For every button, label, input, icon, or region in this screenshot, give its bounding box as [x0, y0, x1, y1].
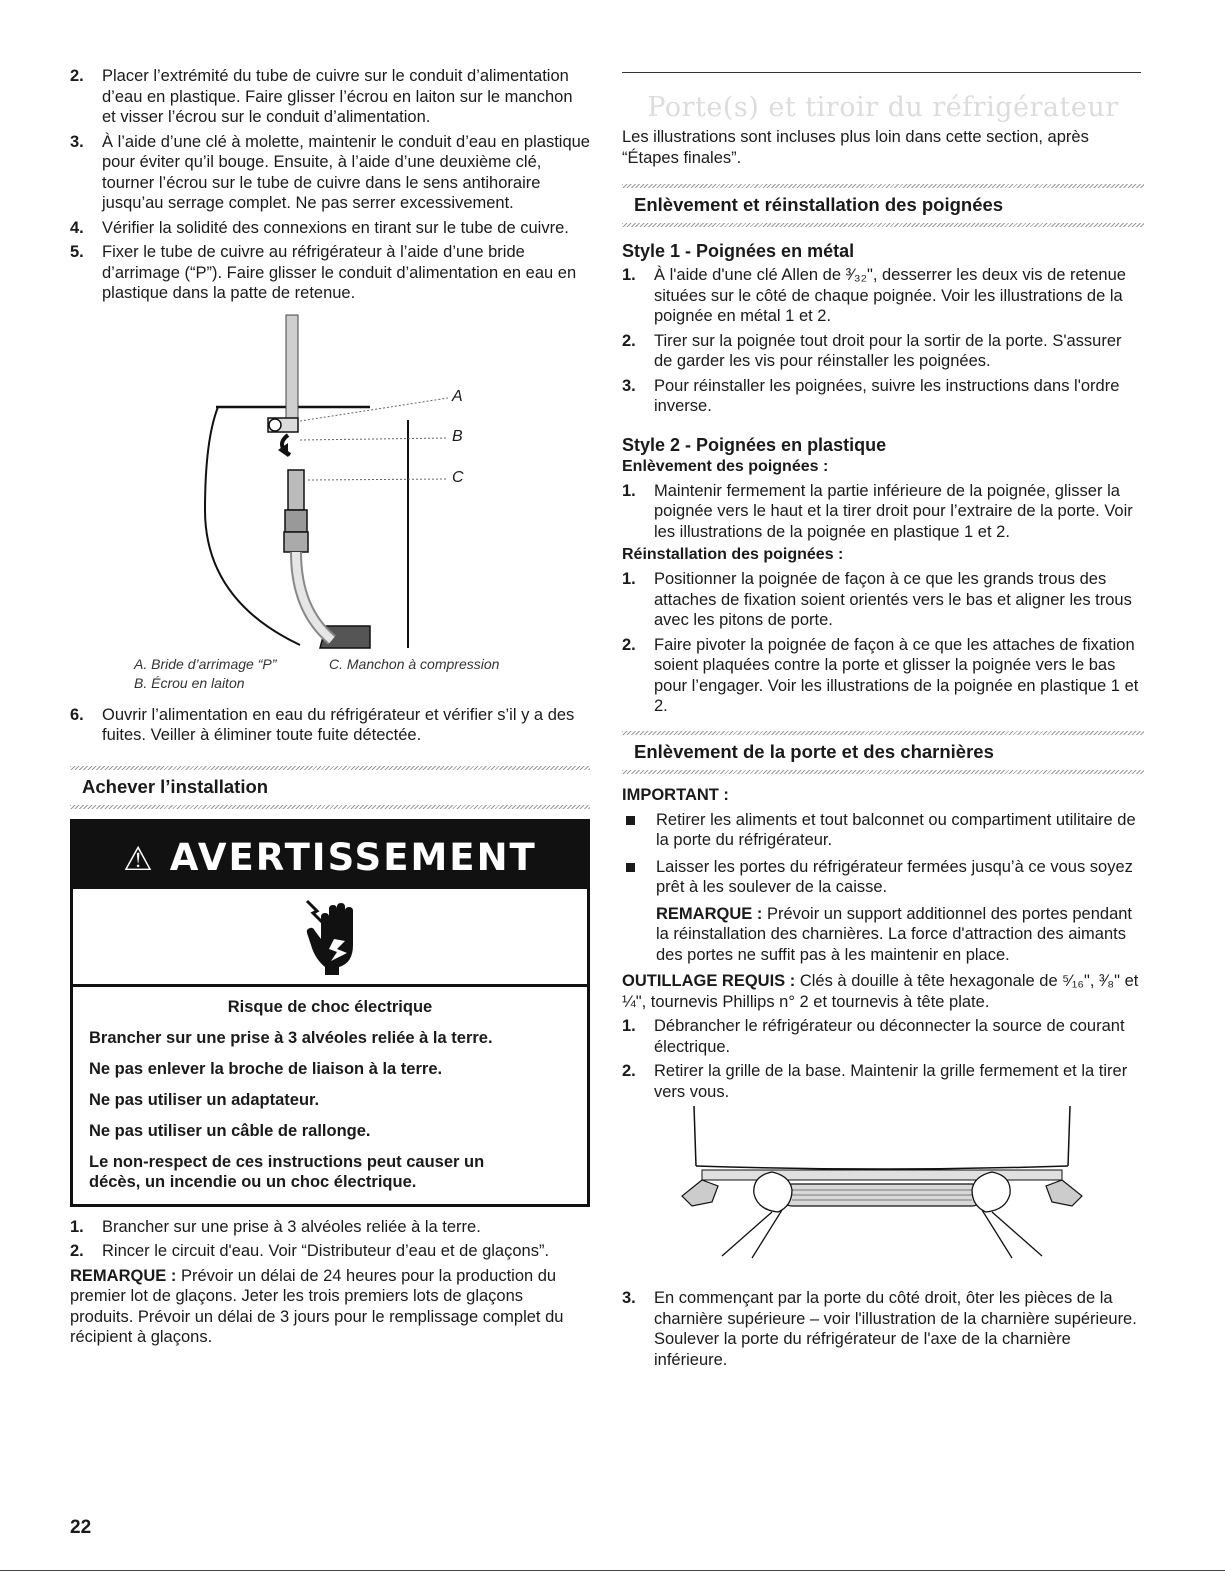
step-text: À l'aide d'une clé Allen de ³⁄₃₂", desserrer les deux vis de retenue situées sur le côté de chaque poignée. Voir les illustrations de la poignée en métal 1 et 2.: [654, 266, 1126, 325]
list-item: [622, 481, 1144, 543]
step-number: 2.: [70, 67, 84, 85]
remarque-paragraph: [70, 1266, 590, 1348]
caption-c: C. Manchon à compression: [329, 655, 500, 672]
tools-paragraph: [622, 971, 1144, 1012]
base-grille-figure: [622, 1106, 1144, 1276]
step-text: Brancher sur une prise à 3 alvéoles reliée à la terre.: [102, 1217, 481, 1236]
copper-tube-illustration: [70, 310, 590, 655]
warning-text: [73, 987, 587, 1204]
step-number: 4.: [70, 218, 84, 237]
warning-line: Ne pas utiliser un câble de rallonge.: [89, 1121, 371, 1140]
step-text: Débrancher le réfrigérateur ou déconnecter la source de courant électrique.: [654, 1017, 1125, 1056]
figure-caption: [70, 655, 590, 693]
step-number: 1.: [622, 1017, 636, 1035]
warning-line: Risque de choc électrique: [227, 997, 433, 1016]
step-text: Ouvrir l’alimentation en eau du réfrigérateur et vérifier s’il y a des fuites. Veiller à éliminer toute fuite détectée.: [102, 705, 575, 744]
tools-label: OUTILLAGE REQUIS :: [622, 972, 796, 990]
important-title: IMPORTANT :: [622, 785, 729, 804]
section-title: Enlèvement et réinstallation des poignées: [634, 194, 1004, 215]
remarque-label: REMARQUE :: [656, 904, 763, 923]
bullet-item: [622, 857, 1144, 898]
step-text: Placer l’extrémité du tube de cuivre sur le conduit d’alimentation d’eau en plastique. Faire glisser l’écrou en laiton sur le manchon et visser l’écrou sur le conduit d’alimentation.: [102, 67, 573, 126]
list-item: [622, 331, 1144, 372]
list-item: [622, 376, 1144, 417]
step-text: Faire pivoter la poignée de façon à ce que les attaches de fixation soient plaquées contre la porte et glisser la poignée vers le bas pour l’engager. Voir les illustrations de la poignée en plastique 1 et 2.: [654, 635, 1139, 715]
copper-tube-figure: [70, 310, 590, 655]
step-number: 2.: [622, 1062, 636, 1080]
step-number: 1.: [70, 1217, 84, 1236]
list-item: [622, 265, 1144, 327]
page-number: 22: [70, 1517, 92, 1538]
list-item: [70, 1217, 590, 1238]
list-item: [70, 132, 590, 214]
step-number: 3.: [622, 376, 636, 395]
intro-text: Les illustrations sont incluses plus loin dans cette section, après “Étapes finales”.: [622, 128, 1089, 167]
tools-text: Clés à douille à tête hexagonale de ⁵⁄₁₆", ³⁄₈" et ¼", tournevis Phillips n° 2 et tournevis à tête plate.: [622, 972, 1139, 1011]
figure-label-b: B: [452, 427, 463, 445]
section-rule: [622, 223, 1144, 227]
list-item: [622, 569, 1144, 631]
left-column: [70, 0, 590, 1352]
list-item: [622, 1061, 1144, 1102]
step-text: En commençant par la porte du côté droit, ôter les pièces de la charnière supérieure – voir l'illustration de la charnière supérieure. Soulever la porte du réfrigérateur de l'axe de la charnière inférieure.: [654, 1289, 1137, 1369]
bullet-item: [622, 810, 1144, 851]
step-text: Positionner la poignée de façon à ce que les grands trous des attaches de fixation soient orientés vers le bas et aligner les trous avec les pitons de porte.: [654, 570, 1132, 629]
warning-line: Brancher sur une prise à 3 alvéoles reliée à la terre.: [89, 1028, 493, 1047]
section-title: Achever l’installation: [82, 775, 269, 797]
step-number: 2.: [622, 331, 636, 350]
reinstall-title: Réinstallation des poignées :: [622, 546, 844, 563]
bullet-text: Retirer les aliments et tout balconnet ou compartiment utilitaire de la porte du réfrigérateur.: [656, 810, 1136, 849]
list-item: [70, 242, 590, 304]
bottom-rule: [0, 1570, 1225, 1571]
step-text: Retirer la grille de la base. Maintenir la grille fermement et la tirer vers vous.: [654, 1062, 1128, 1101]
step-number: 2.: [622, 635, 636, 654]
base-grille-illustration: [622, 1106, 1144, 1276]
figure-label-a: A: [452, 387, 463, 405]
list-item: [70, 66, 590, 128]
warning-triangle-icon: ⚠: [123, 838, 155, 878]
caption-a: A. Bride d’arrimage “P”: [134, 655, 277, 672]
caption-b: B. Écrou en laiton: [134, 674, 245, 691]
right-column: [622, 0, 1144, 1374]
step-number: 3.: [622, 1289, 636, 1307]
remarque-text: Prévoir un support additionnel des portes pendant la réinstallation des charnières. La force d'attraction des aimants des portes ne suffit pas à les maintenir en place.: [656, 904, 1133, 964]
electric-shock-hand-icon: [301, 897, 371, 977]
warning-line: Le non-respect de ces instructions peut causer un décès, un incendie ou un choc électrique.: [89, 1152, 485, 1191]
warning-line: Ne pas enlever la broche de liaison à la terre.: [89, 1059, 443, 1078]
warning-line: Ne pas utiliser un adaptateur.: [89, 1090, 320, 1109]
step-number: 2.: [70, 1242, 84, 1260]
bullet-text: Laisser les portes du réfrigérateur fermées jusqu’à ce vous soyez prêt à les soulever de la caisse.: [656, 857, 1133, 896]
step-number: 3.: [70, 132, 84, 151]
section-title: Enlèvement de la porte et des charnières: [634, 740, 994, 762]
warning-icon-row: [73, 889, 587, 987]
bullet-icon: [626, 863, 635, 872]
step-number: 6.: [70, 705, 84, 724]
step-text: Maintenir fermement la partie inférieure de la poignée, glisser la poignée vers le haut et la tirer droit pour l’extraire de la porte. Voir les illustrations de la poignée en plastique 1 et 2.: [654, 481, 1133, 541]
list-item: [70, 705, 590, 746]
style1-title: Style 1 - Poignées en métal: [622, 241, 855, 261]
remarque-text: Prévoir un délai de 24 heures pour la production du premier lot de glaçons. Jeter les trois premiers lots de glaçons produits. Prévoir un délai de 3 jours pour le remplissage complet du récipient à glaçons.: [70, 1266, 564, 1346]
figure-label-c: C: [452, 468, 464, 486]
list-item: [622, 1288, 1144, 1370]
page-title: Porte(s) et tiroir du réfrigérateur: [647, 92, 1119, 123]
step-text: Tirer sur la poignée tout droit pour la sortir de la porte. S'assurer de garder les vis pour réinstaller les poignées.: [654, 331, 1122, 370]
list-item: [622, 635, 1144, 717]
bullet-icon: [626, 816, 635, 825]
list-item: [70, 1241, 590, 1262]
step-text: Pour réinstaller les poignées, suivre les instructions dans l'ordre inverse.: [654, 376, 1120, 415]
section-rule: [70, 805, 590, 809]
list-item: [622, 1016, 1144, 1057]
style2-title: Style 2 - Poignées en plastique: [622, 434, 887, 455]
remarque-label: REMARQUE :: [70, 1266, 177, 1285]
step-text: Vérifier la solidité des connexions en tirant sur le tube de cuivre.: [102, 218, 569, 237]
section-rule: [622, 770, 1144, 774]
step-text: Fixer le tube de cuivre au réfrigérateur à l’aide d’une bride d’arrimage (“P”). Faire glisser le conduit d’alimentation en eau en plastique dans la patte de retenue.: [102, 243, 577, 302]
step-number: 5.: [70, 243, 84, 261]
warning-box: [70, 819, 590, 1207]
step-number: 1.: [622, 266, 636, 284]
warning-header: [73, 822, 587, 889]
list-item: [70, 218, 590, 239]
warning-title: AVERTISSEMENT: [169, 835, 537, 879]
step-text: Rincer le circuit d'eau. Voir “Distributeur d’eau et de glaçons”.: [102, 1242, 550, 1260]
step-number: 1.: [622, 570, 636, 588]
step-number: 1.: [622, 481, 636, 500]
removal-title: Enlèvement des poignées :: [622, 457, 829, 475]
step-text: À l’aide d’une clé à molette, maintenir le conduit d’eau en plastique pour éviter qu’il bouge. Ensuite, à l’aide d’une deuxième clé, tourner l’écrou sur le tube de cuivre dans le sens antihoraire jusqu’au serrage complet. Ne pas serrer excessivement.: [102, 132, 590, 212]
remarque-paragraph: [622, 904, 1144, 966]
